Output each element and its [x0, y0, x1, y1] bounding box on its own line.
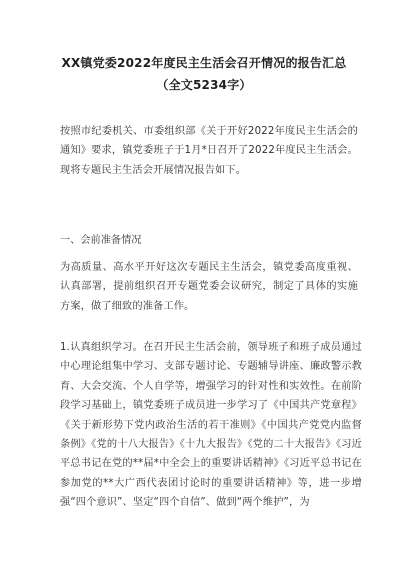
paragraph-study: 1.认真组织学习。在召开民主生活会前，领导班子和班子成员通过中心理论组集中学习、支部专题讨论、专题辅导讲座、廉政警示教育、大会交流、个人自学等，增强学习的针对性和实效性。在前阶段学习基础上，镇党委班子成员进一步学习了《中国共产党章程》《关于新形势下党内政治生活的若干准则》《中国共产党党内监督条例》《党的十八大报告》《十九大报告》《党的二十大报告》《习近平总书记在党的**届*中全会上的重要讲话精神》《习近平总书记在参加党的**大广西代表团讨论时的重要讲话精神》等，进一步增强“四个意识”、坚定“四个自信”、做到“两个维护”，为: [60, 342, 362, 509]
section-heading: 一、会前准备情况: [60, 235, 142, 246]
paragraph-preparation: 为高质量、高水平开好这次专题民主生活会，镇党委高度重视、认真部署，提前组织召开专题党委会议研究，制定了具体的实施方案，做了细致的准备工作。: [60, 262, 358, 312]
document-subtitle: （全文5234字）: [156, 78, 252, 92]
paragraph-intro: 按照市纪委机关、市委组织部《关于开好2022年度民主生活会的通知》要求，镇党委班子于1月*日召开了2022年度民主生活会。现将专题民主生活会开展情况报告如下。: [60, 126, 358, 176]
document-title: XX镇党委2022年度民主生活会召开情况的报告汇总: [61, 56, 347, 70]
